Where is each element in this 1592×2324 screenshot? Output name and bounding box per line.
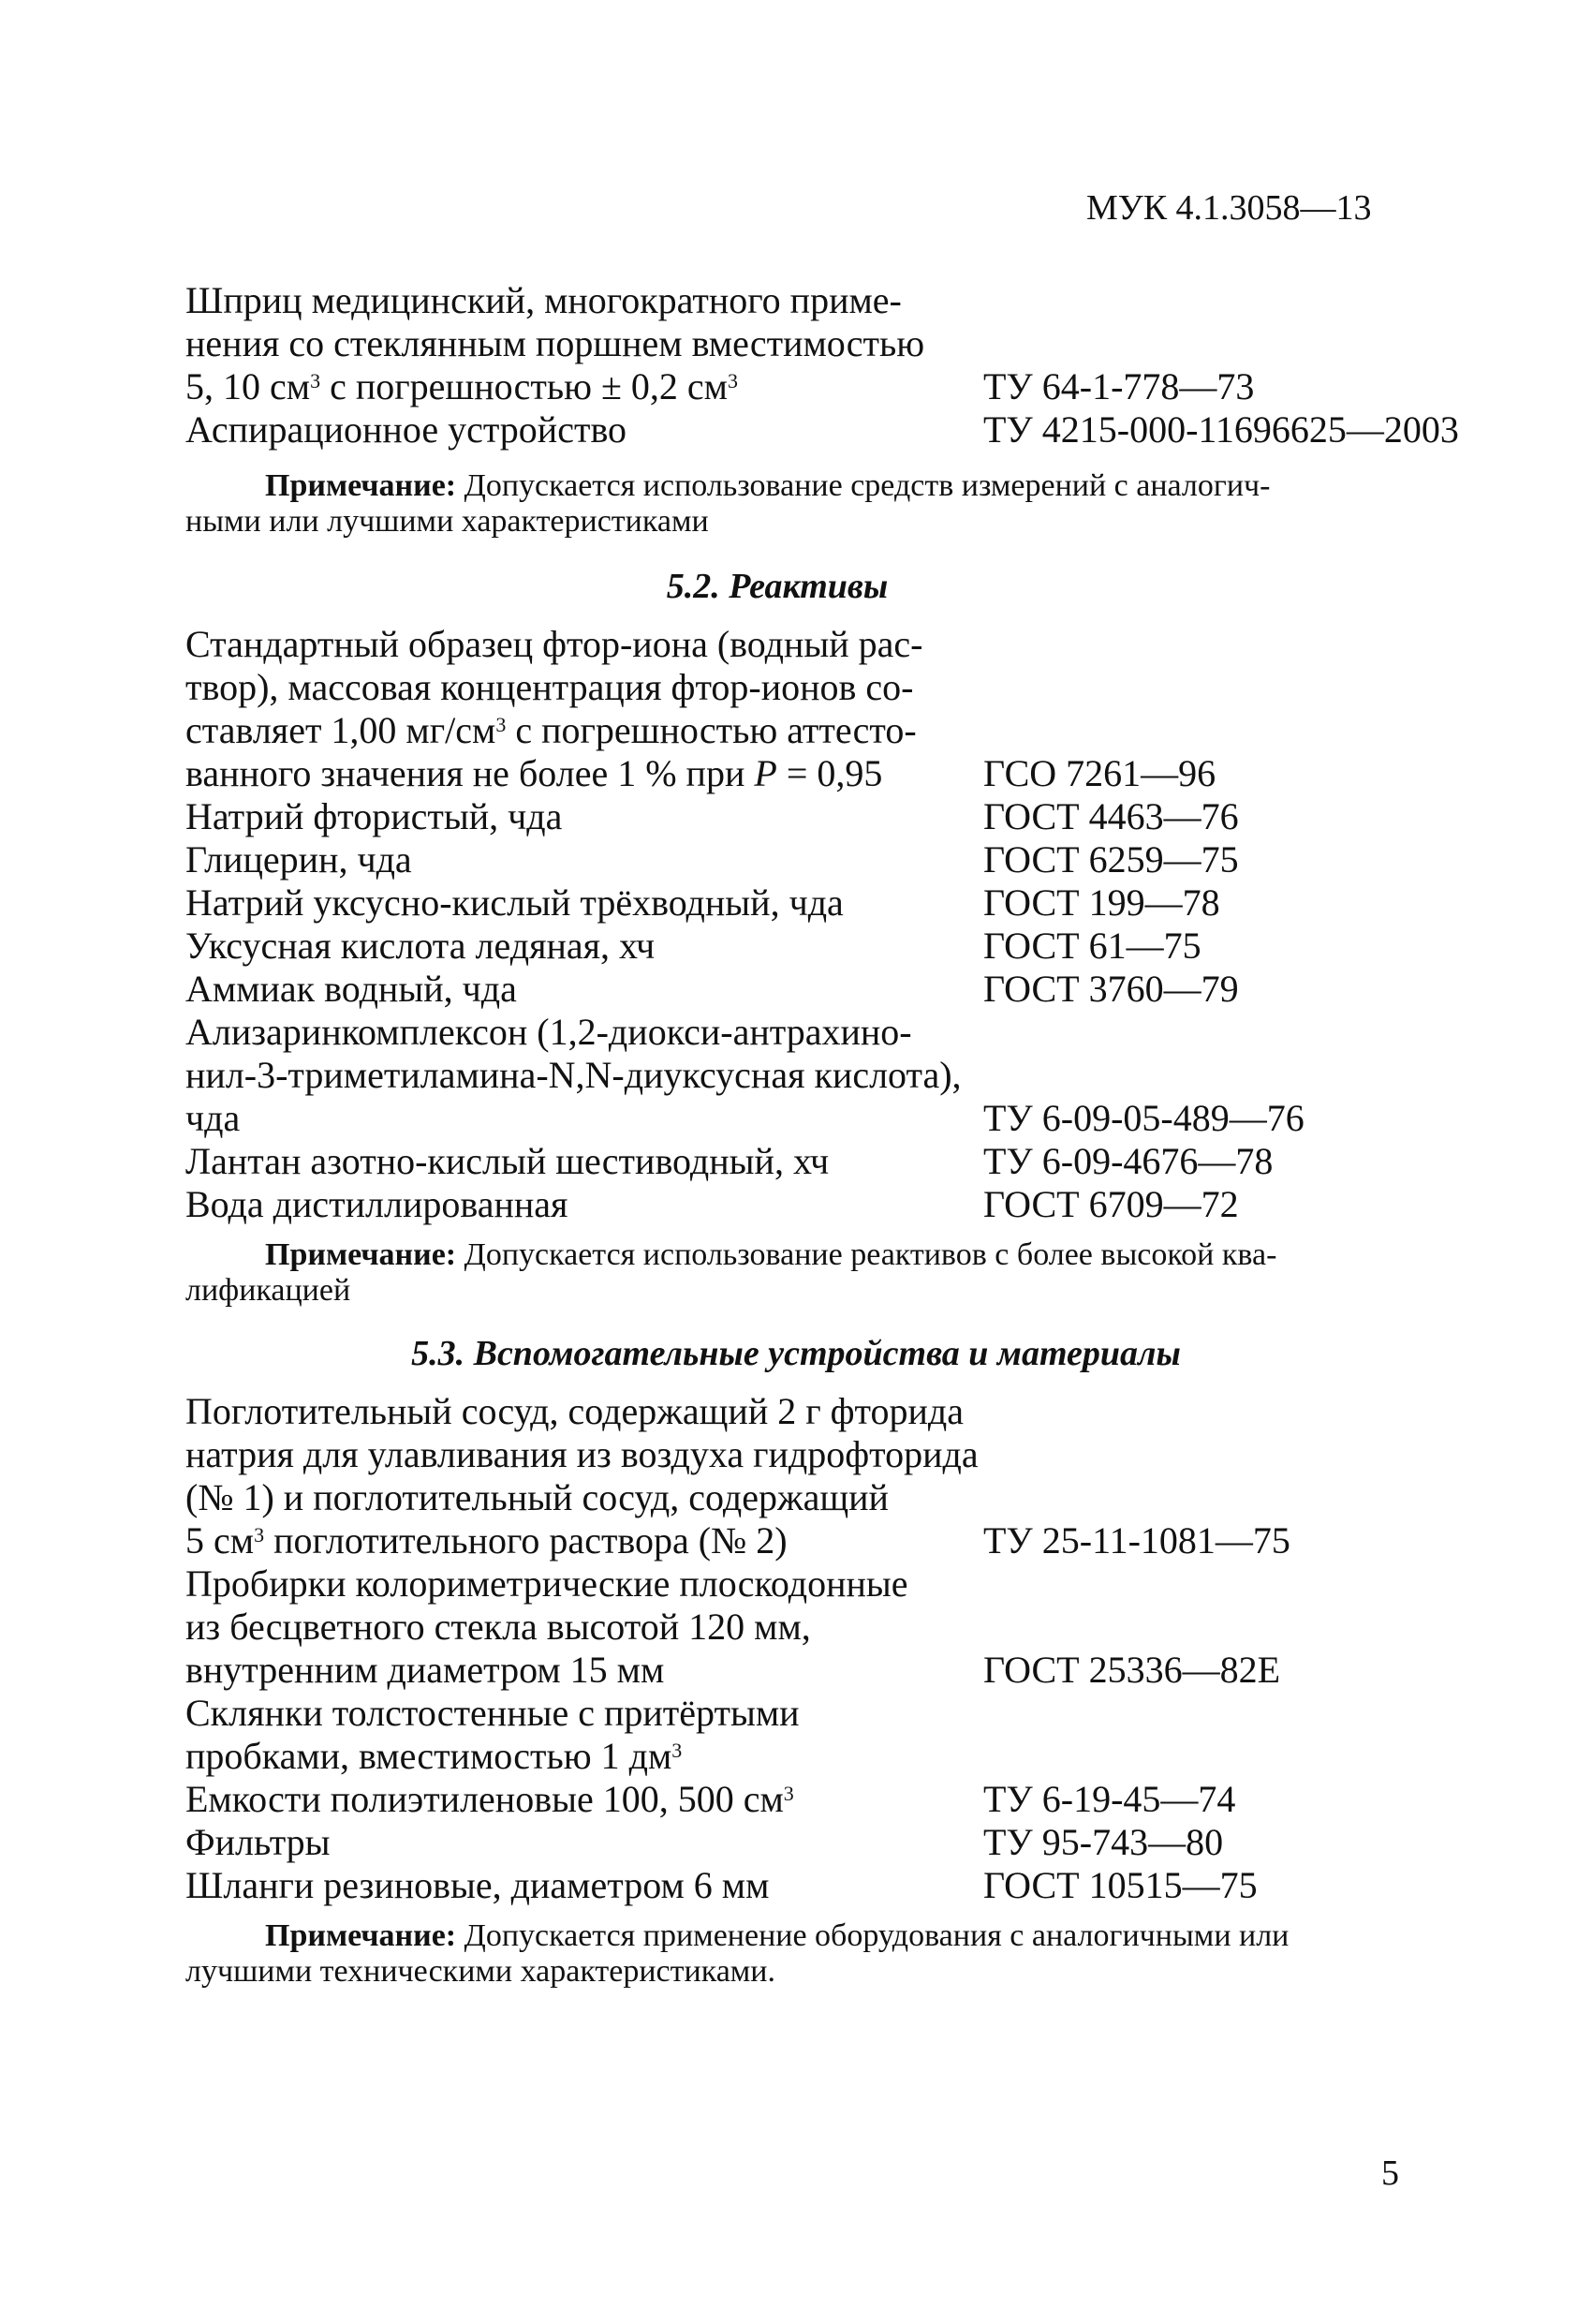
list-item: Глицерин, чда ГОСТ 6259—75: [185, 838, 1239, 881]
list-item: Поглотительный сосуд, содержащий 2 г фторида: [185, 1390, 965, 1432]
list-item: Вода дистиллированная ГОСТ 6709—72: [185, 1183, 1239, 1225]
list-item: Натрий уксусно-кислый трёхводный, чда ГОСТ 199—78: [185, 881, 1220, 924]
list-item: 5 $см^3$ поглотительного раствора (№ 2) ТУ 25-11-1081—75: [185, 1519, 1290, 1562]
note-line: лучшими техническими характеристиками.: [185, 1954, 775, 1989]
list-item: ванного значения не более 1 % при P = 0,95 ГСО 7261—96: [185, 752, 1216, 794]
list-item: Натрий фтористый, чда ГОСТ 4463—76: [185, 795, 1239, 837]
list-item: Емкости полиэтиленовые 100, 500 $см^3$ ТУ 6-19-45—74: [185, 1778, 1236, 1820]
list-item: Стандартный образец фтор-иона (водный рас-: [185, 623, 923, 665]
list-item: Ализаринкомплексон (1,2-диокси-антрахино-: [185, 1011, 912, 1053]
list-item: 5, 10 $см^3$ с погрешностью ± 0,2 $см^3$ ТУ 64-1-778—73: [185, 365, 1255, 407]
list-item: Аммиак водный, чда ГОСТ 3760—79: [185, 968, 1239, 1010]
reference-standard: ГСО 7261—96: [983, 752, 1216, 794]
reference-standard: ТУ 4215-000-11696625—2003: [983, 408, 1459, 451]
section-title: 5.3. Вспомогательные устройства и материалы: [411, 1334, 1181, 1373]
note-line: ными или лучшими характеристиками: [185, 504, 709, 539]
note-line: Примечание: Допускается применение оборудования с аналогичными или: [265, 1918, 1290, 1953]
list-item: чда ТУ 6-09-05-489—76: [185, 1097, 1305, 1139]
list-item: нения со стеклянным поршнем вместимостью: [185, 322, 925, 364]
list-item: Уксусная кислота ледяная, хч ГОСТ 61—75: [185, 925, 1201, 967]
list-item: Шланги резиновые, диаметром 6 мм ГОСТ 10515—75: [185, 1864, 1258, 1906]
list-item: Шприц медицинский, многократного приме-: [185, 279, 902, 321]
list-item: ставляет 1,00 $мг/см^3$ с погрешностью аттесто-: [185, 709, 917, 751]
note-line: лификацией: [185, 1273, 351, 1308]
list-item: твор), массовая концентрация фтор-ионов со-: [185, 666, 914, 708]
note-line: Примечание: Допускается использование реактивов с более высокой ква-: [265, 1237, 1277, 1272]
list-item: пробками, вместимостью 1 $дм^3$: [185, 1735, 683, 1777]
list-item: из бесцветного стекла высотой 120 мм,: [185, 1606, 811, 1648]
list-item: нил-3-триметиламина-N,N-диуксусная кислота),: [185, 1054, 962, 1096]
list-item: Пробирки колориметрические плоскодонные: [185, 1562, 908, 1605]
list-item: Склянки толстостенные с притёртыми: [185, 1692, 800, 1734]
page-number: 5: [1381, 2154, 1399, 2193]
list-item: (№ 1) и поглотительный сосуд, содержащий: [185, 1476, 889, 1518]
note-line: Примечание: Допускается использование средств измерений с аналогич-: [265, 468, 1271, 503]
list-item: Лантан азотно-кислый шестиводный, хч ТУ 6-09-4676—78: [185, 1140, 1274, 1182]
section-title: 5.2. Реактивы: [666, 567, 889, 606]
reference-standard: ТУ 64-1-778—73: [983, 365, 1255, 407]
document-code: МУК 4.1.3058—13: [1086, 188, 1372, 228]
list-item: Аспирационное устройство ТУ 4215-000-11696625—2003: [185, 408, 1459, 451]
list-item: внутренним диаметром 15 мм ГОСТ 25336—82Е: [185, 1649, 1281, 1691]
list-item: натрия для улавливания из воздуха гидрофторида: [185, 1433, 979, 1475]
list-item: Фильтры ТУ 95-743—80: [185, 1821, 1224, 1863]
